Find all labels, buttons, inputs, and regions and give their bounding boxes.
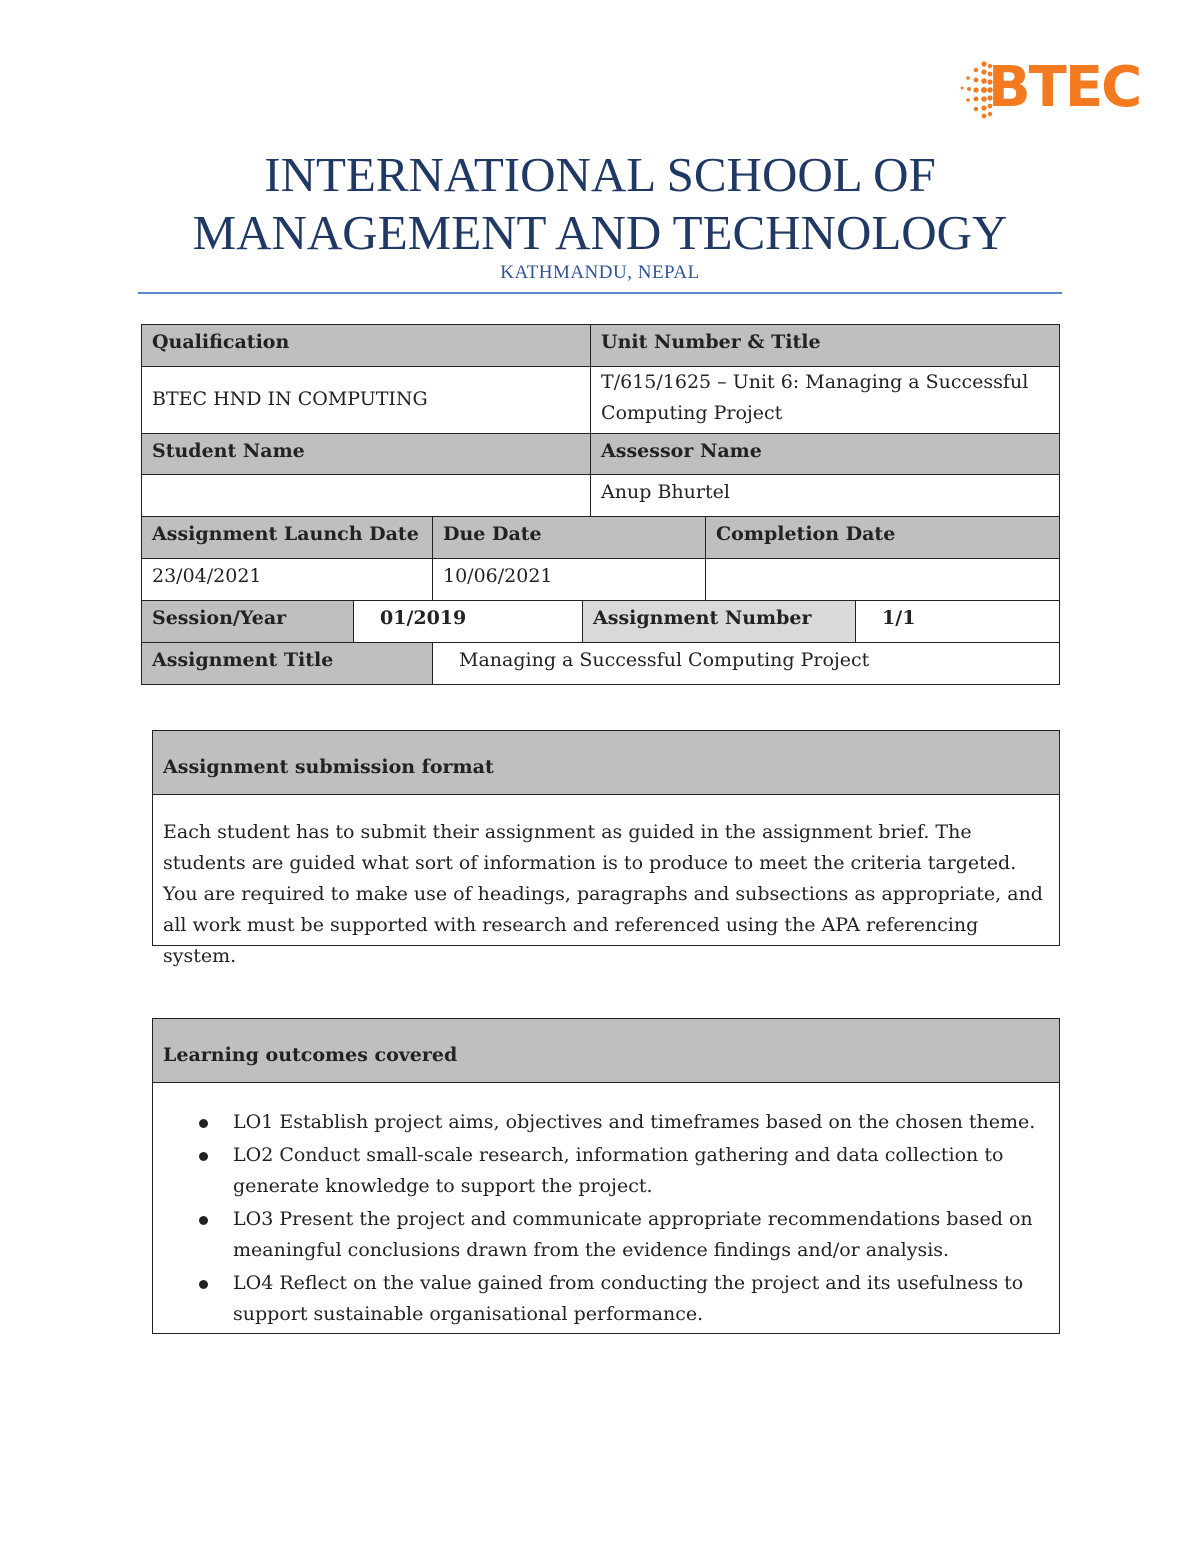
session-year-label: Session/Year: [142, 601, 354, 643]
unit-label: Unit Number & Title: [591, 325, 1060, 367]
btec-logo-text: BTEC: [988, 55, 1141, 120]
school-title-line2: MANAGEMENT AND TECHNOLOGY: [192, 205, 1008, 260]
student-name-label: Student Name: [142, 434, 591, 475]
launch-date-label: Assignment Launch Date: [142, 517, 433, 559]
qualification-label: Qualification: [142, 325, 591, 367]
learning-outcome-item: LO2 Conduct small-scale research, information gathering and data collection to generate knowledge to support the project.: [233, 1140, 1049, 1202]
submission-format-heading: Assignment submission format: [153, 731, 1059, 795]
assessor-name-label: Assessor Name: [591, 434, 1060, 475]
assignment-number-label: Assignment Number: [583, 601, 856, 643]
school-location: KATHMANDU, NEPAL: [500, 262, 700, 283]
header-divider: [138, 292, 1062, 294]
school-title: [0, 146, 1200, 262]
submission-format-box: [152, 730, 1060, 967]
assignment-number-value: 1/1: [856, 601, 1060, 643]
btec-logo: [958, 55, 1141, 128]
learning-outcomes-heading: Learning outcomes covered: [153, 1019, 1059, 1083]
submission-format-text: Each student has to submit their assignment as guided in the assignment brief. The students are guided what sort of information is to produce to meet the criteria targeted. You are required to make use of headings, paragraphs and subsections as appropriate, and all work must be supported with research and referenced using the APA referencing system.: [163, 821, 1043, 967]
due-date-label: Due Date: [433, 517, 706, 559]
completion-date-value: [706, 559, 1060, 601]
assessor-name-value: Anup Bhurtel: [591, 475, 1060, 517]
learning-outcomes-list: [163, 1107, 1049, 1330]
assignment-title-value: Managing a Successful Computing Project: [433, 643, 1060, 685]
due-date-value: 10/06/2021: [433, 559, 706, 601]
student-name-value: [142, 475, 591, 517]
session-year-value: 01/2019: [354, 601, 583, 643]
learning-outcome-item: LO1 Establish project aims, objectives and timeframes based on the chosen theme.: [233, 1107, 1049, 1138]
school-title-line1: INTERNATIONAL SCHOOL OF: [264, 147, 936, 202]
launch-date-value: 23/04/2021: [142, 559, 433, 601]
qualification-value: BTEC HND IN COMPUTING: [142, 367, 591, 434]
learning-outcomes-box: [152, 1018, 1060, 1334]
learning-outcome-item: LO3 Present the project and communicate appropriate recommendations based on meaningful conclusions drawn from the evidence findings and/or analysis.: [233, 1204, 1049, 1266]
unit-value: T/615/1625 – Unit 6: Managing a Successful Computing Project: [591, 367, 1060, 434]
learning-outcome-item: LO4 Reflect on the value gained from conducting the project and its usefulness to support sustainable organisational performance.: [233, 1268, 1049, 1330]
completion-date-label: Completion Date: [706, 517, 1060, 559]
assignment-info-table: [141, 324, 1060, 685]
assignment-title-label: Assignment Title: [142, 643, 433, 685]
